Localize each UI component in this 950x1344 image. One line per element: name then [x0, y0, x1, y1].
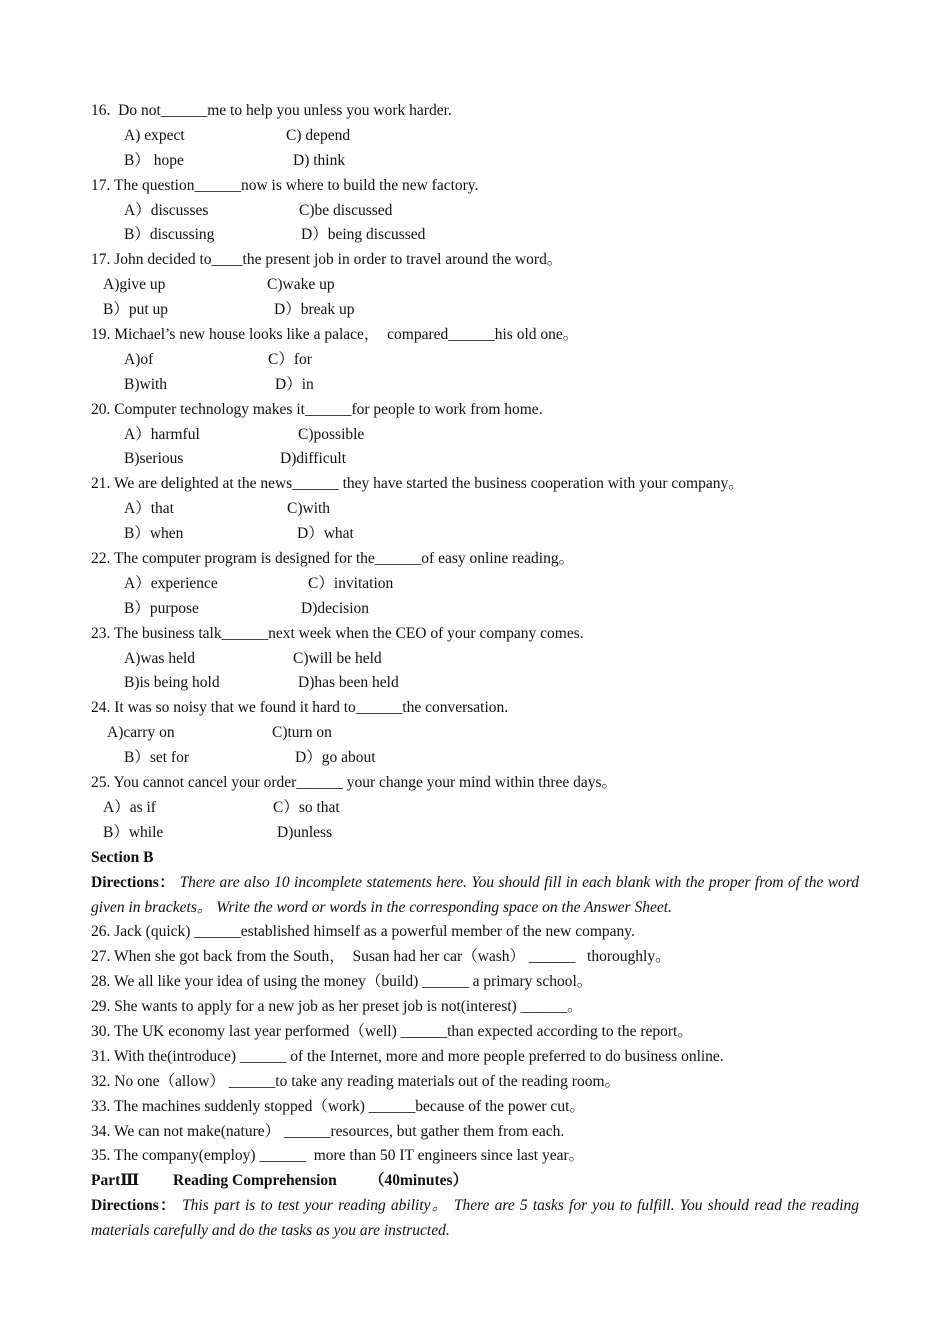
option-d: D) think [293, 151, 346, 169]
option-b: B）discussing [124, 226, 215, 244]
option-b: B）while [103, 823, 164, 841]
option-row [0, 821, 950, 846]
question-stem: 19. Michael’s new house looks like a palace， compared______his old one。 [91, 326, 579, 344]
fill-item: 26. Jack (quick) ______established himself as a powerful member of the new company. [91, 923, 635, 941]
part3-time: （40minutes） [369, 1172, 469, 1190]
option-row [0, 273, 950, 298]
question-stem: 23. The business talk______next week when the CEO of your company comes. [91, 624, 584, 642]
question-stem: 20. Computer technology makes it______for people to work from home. [91, 400, 543, 418]
option-a: A)was held [124, 649, 196, 667]
option-c: C) depend [286, 126, 351, 144]
fill-item: 34. We can not make(nature） ______resources, but gather them from each. [91, 1122, 565, 1140]
option-d: D）what [297, 525, 354, 543]
option-b: B） hope [124, 151, 184, 169]
option-row [0, 447, 950, 472]
question-stem: 24. It was so noisy that we found it hard to______the conversation. [91, 699, 509, 717]
option-row [0, 647, 950, 672]
fill-item: 35. The company(employ) ______ more than 50 IT engineers since last year。 [91, 1147, 585, 1165]
option-c: C）invitation [308, 574, 394, 592]
option-row [0, 796, 950, 821]
option-row [0, 149, 950, 174]
option-d: D)has been held [298, 674, 399, 692]
fill-item: 30. The UK economy last year performed（well) ______than expected according to the report。 [91, 1022, 693, 1040]
option-b: B)serious [124, 450, 184, 468]
option-d: D）in [275, 375, 314, 393]
fill-item: 31. With the(introduce) ______ of the Internet, more and more people preferred to do business online. [91, 1047, 724, 1065]
option-a: A）discusses [124, 201, 209, 219]
fill-item: 27. When she got back from the South， Susan had her car（wash） ______ thoroughly。 [91, 948, 671, 966]
option-a: A）harmful [124, 425, 200, 443]
option-c: C)turn on [272, 724, 332, 742]
fill-item: 32. No one（allow） ______to take any reading materials out of the reading room。 [91, 1072, 621, 1090]
question-stem: 17. John decided to____the present job in order to travel around the word。 [91, 251, 563, 269]
option-b: B)with [124, 375, 168, 393]
section-b-directions [0, 871, 950, 921]
question-stem: 21. We are delighted at the news______ they have started the business cooperation with your company。 [91, 475, 744, 493]
option-c: C）so that [273, 798, 340, 816]
option-row [0, 199, 950, 224]
section-b-heading: Section B [91, 848, 154, 866]
option-b: B）purpose [124, 599, 199, 617]
option-row [0, 746, 950, 771]
fill-item: 29. She wants to apply for a new job as her preset job is not(interest) ______。 [91, 998, 583, 1016]
part3-heading [0, 1169, 950, 1194]
option-row [0, 348, 950, 373]
part3-label: PartⅢ [91, 1172, 140, 1190]
option-b: B）put up [103, 301, 169, 319]
exam-page [0, 99, 950, 1244]
option-row [0, 597, 950, 622]
option-row [0, 298, 950, 323]
directions-text: This part is to test your reading ability。 There are 5 tasks for you to fulfill. You should read the reading materials carefully and do the tasks as you are instructed. [91, 1197, 859, 1240]
fill-item: 33. The machines suddenly stopped（work) ______because of the power cut。 [91, 1097, 585, 1115]
option-row [0, 373, 950, 398]
option-row [0, 497, 950, 522]
directions-label: Directions： [91, 873, 176, 891]
option-a: A) expect [124, 126, 185, 144]
option-c: C)wake up [267, 276, 335, 294]
option-d: D）break up [274, 301, 355, 319]
part3-directions [0, 1194, 950, 1244]
option-c: C)be discussed [299, 201, 393, 219]
option-a: A）as if [103, 798, 156, 816]
question-stem: 22. The computer program is designed for the______of easy online reading。 [91, 550, 575, 568]
option-d: D)unless [277, 823, 333, 841]
option-c: C)will be held [293, 649, 382, 667]
option-a: A)give up [103, 276, 166, 294]
question-stem: 17. The question______now is where to build the new factory. [91, 176, 479, 194]
option-a: A）experience [124, 574, 218, 592]
option-b: B）set for [124, 749, 190, 767]
fill-item: 28. We all like your idea of using the money（build) ______ a primary school。 [91, 973, 593, 991]
option-d: D)decision [301, 599, 370, 617]
option-row [0, 423, 950, 448]
directions-label: Directions： [91, 1197, 177, 1215]
directions-text: There are also 10 incomplete statements here. You should fill in each blank with the proper from of the word given in brackets。 Write the word or words in the corresponding space on the Answer Sheet. [91, 873, 859, 916]
question-stem: 16. Do not______me to help you unless you work harder. [91, 102, 452, 119]
option-row [0, 124, 950, 149]
option-d: D）go about [295, 749, 376, 767]
option-a: A)carry on [107, 724, 175, 742]
option-d: D)difficult [280, 450, 347, 468]
option-row [0, 522, 950, 547]
option-row [0, 671, 950, 696]
option-a: A）that [124, 500, 174, 518]
option-row [0, 223, 950, 248]
option-a: A)of [124, 350, 154, 368]
option-row [0, 721, 950, 746]
option-b: B）when [124, 525, 184, 543]
question-stem: 25. You cannot cancel your order______ your change your mind within three days。 [91, 774, 618, 792]
option-d: D）being discussed [301, 226, 426, 244]
option-c: C)possible [298, 425, 365, 443]
option-b: B)is being hold [124, 674, 220, 692]
part3-title: Reading Comprehension [173, 1172, 337, 1190]
option-c: C）for [268, 350, 312, 368]
option-c: C)with [287, 500, 331, 518]
option-row [0, 572, 950, 597]
